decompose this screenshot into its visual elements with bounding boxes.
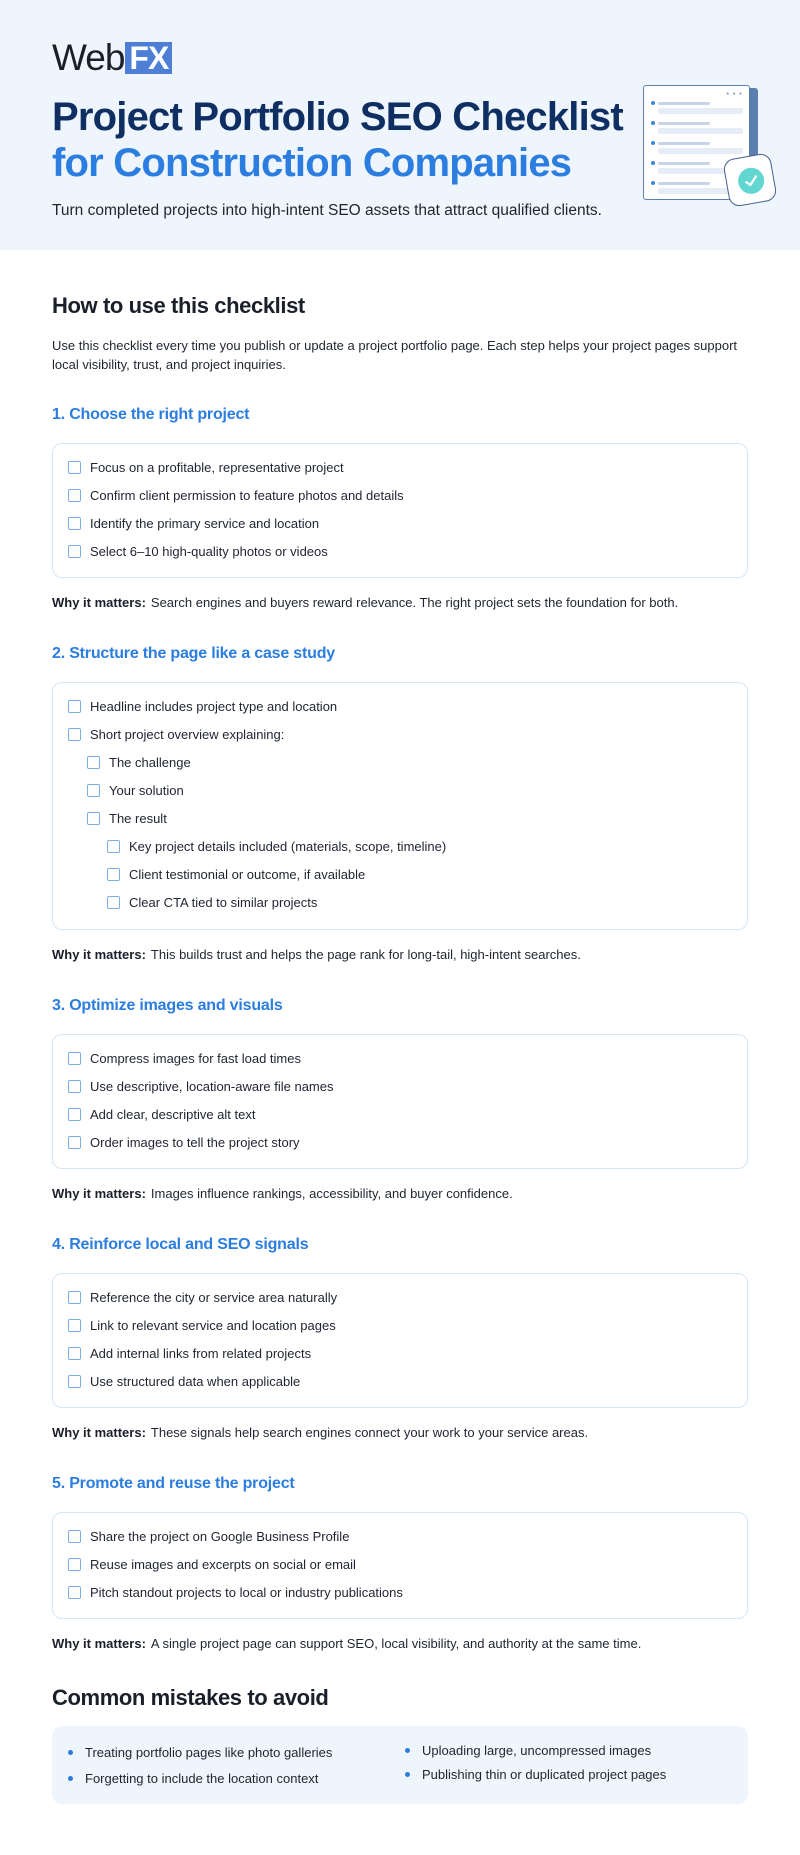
checklist-item[interactable]: Confirm client permission to feature photos and details [68,487,404,503]
section-2-heading: 2. Structure the page like a case study [52,645,335,662]
checkbox[interactable] [68,1558,81,1571]
checkbox[interactable] [68,1530,81,1543]
checkbox[interactable] [68,1080,81,1093]
bullet-icon [68,1776,73,1781]
checkbox[interactable] [107,896,120,909]
checkmark-badge-icon [722,152,778,208]
checklist-item[interactable]: Add internal links from related projects [68,1345,311,1361]
checklist-item[interactable]: Select 6–10 high-quality photos or videos [68,543,328,559]
checklist-item[interactable]: Compress images for fast load times [68,1050,301,1066]
checklist-item[interactable]: Headline includes project type and location [68,698,337,714]
checklist-subitem[interactable]: Your solution [87,782,184,798]
section-4-heading: 4. Reinforce local and SEO signals [52,1236,309,1253]
page-title-line1: Project Portfolio SEO Checklist [52,95,623,139]
checklist-item[interactable]: Share the project on Google Business Profile [68,1528,349,1544]
checkbox[interactable] [68,1136,81,1149]
webfx-logo[interactable] [52,37,748,78]
checklist-item[interactable]: Use descriptive, location-aware file names [68,1078,334,1094]
section-5-heading: 5. Promote and reuse the project [52,1475,295,1492]
checklist-item[interactable]: Pitch standout projects to local or industry publications [68,1584,403,1600]
checkbox[interactable] [68,1375,81,1388]
checkbox[interactable] [68,1108,81,1121]
checklist-item[interactable]: Order images to tell the project story [68,1134,300,1150]
section-2-checklist [52,682,748,930]
how-to-body: Use this checklist every time you publish or update a project portfolio page. Each step helps your project pages support local visibility, trust, and project inquiries. [52,338,738,372]
bullet-icon [405,1772,410,1777]
checkbox[interactable] [68,461,81,474]
logo-web-text: Web [52,37,125,78]
page-subtitle: Turn completed projects into high-intent SEO assets that attract qualified clients. [52,202,602,219]
checkbox[interactable] [87,756,100,769]
section-1-why: Why it matters: Search engines and buyers reward relevance. The right project sets the foundation for both. [52,595,679,610]
checklist-item[interactable]: Add clear, descriptive alt text [68,1106,255,1122]
bullet-icon [68,1750,73,1755]
checkbox[interactable] [87,812,100,825]
checklist-document-icon: ● ● ● [640,82,780,212]
bullet-icon [405,1748,410,1753]
checkbox[interactable] [68,728,81,741]
checklist-subitem[interactable]: The challenge [87,754,191,770]
checkbox[interactable] [68,700,81,713]
checklist-item[interactable]: Link to relevant service and location pages [68,1317,336,1333]
checklist-subitem[interactable]: Key project details included (materials, scope, timeline) [107,838,446,854]
checkbox[interactable] [68,517,81,530]
checkbox[interactable] [68,1586,81,1599]
checkbox[interactable] [87,784,100,797]
list-item: Treating portfolio pages like photo galleries [68,1745,332,1760]
checkbox[interactable] [107,840,120,853]
how-to-heading: How to use this checklist [52,293,305,318]
checklist-subitem[interactable]: The result [87,810,167,826]
section-4-why: Why it matters: These signals help search engines connect your work to your service areas. [52,1425,589,1440]
checkbox[interactable] [68,1052,81,1065]
checkbox[interactable] [68,545,81,558]
checkbox[interactable] [107,868,120,881]
mistakes-heading: Common mistakes to avoid [52,1685,329,1710]
checklist-item[interactable]: Short project overview explaining: [68,726,284,742]
checkbox[interactable] [68,1347,81,1360]
checklist-item[interactable]: Use structured data when applicable [68,1373,300,1389]
section-3-why: Why it matters: Images influence rankings, accessibility, and buyer confidence. [52,1186,513,1201]
checklist-item[interactable]: Reference the city or service area naturally [68,1289,337,1305]
checkbox[interactable] [68,489,81,502]
list-item: Uploading large, uncompressed images [405,1743,651,1758]
section-3-heading: 3. Optimize images and visuals [52,997,283,1014]
list-item: Publishing thin or duplicated project pages [405,1767,666,1782]
checklist-item[interactable]: Reuse images and excerpts on social or email [68,1556,356,1572]
checkbox[interactable] [68,1291,81,1304]
checkbox[interactable] [68,1319,81,1332]
checklist-item[interactable]: Identify the primary service and location [68,515,319,531]
hero-banner [0,0,800,250]
section-5-why: Why it matters: A single project page can support SEO, local visibility, and authority at the same time. [52,1636,642,1651]
page-title-line2: for Construction Companies [52,141,572,185]
list-item: Forgetting to include the location context [68,1771,318,1786]
checklist-subitem[interactable]: Clear CTA tied to similar projects [107,894,317,910]
checklist-subitem[interactable]: Client testimonial or outcome, if available [107,866,365,882]
section-1-heading: 1. Choose the right project [52,406,250,423]
checklist-item[interactable]: Focus on a profitable, representative project [68,459,344,475]
section-2-why: Why it matters: This builds trust and helps the page rank for long-tail, high-intent searches. [52,947,581,962]
logo-fx-text: FX [125,42,172,74]
mistakes-list [52,1726,748,1804]
